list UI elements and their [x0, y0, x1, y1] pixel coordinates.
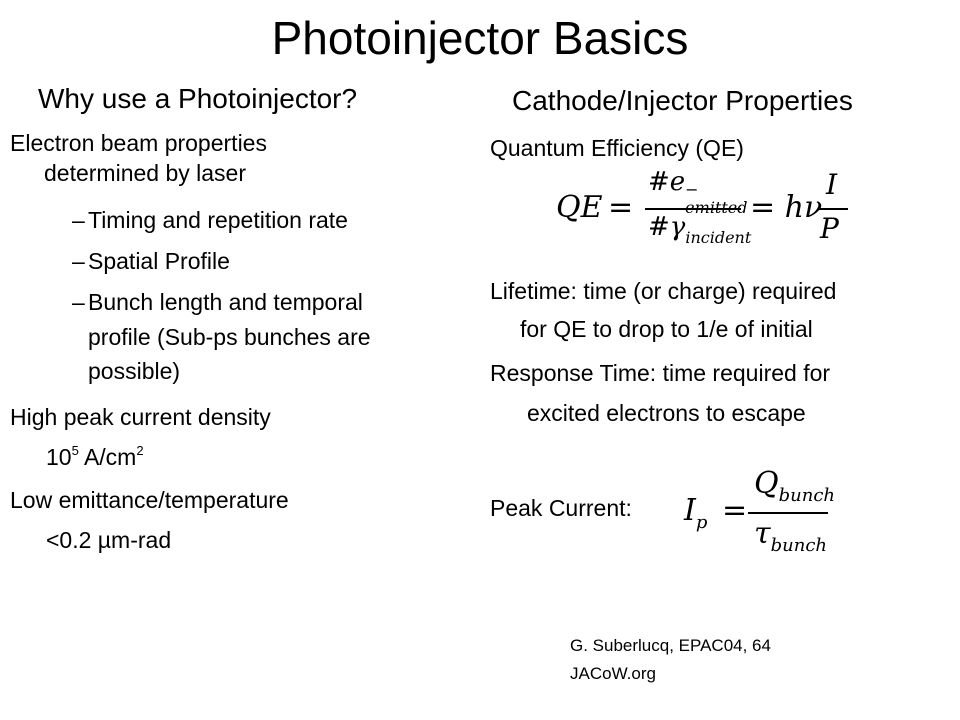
left-subitem-bunch-line3: possible) [88, 358, 181, 384]
left-item-peak-current-value [46, 442, 144, 472]
value-unit: A/cm [78, 444, 137, 470]
slide-title: Photoinjector Basics [271, 12, 689, 64]
qe-num-sub: emitted [685, 198, 748, 217]
qe-num-sup: − [685, 180, 699, 199]
dash-bullet: – [72, 207, 85, 233]
left-heading: Why use a Photoinjector? [38, 83, 358, 114]
value-base: 10 [46, 444, 72, 470]
left-subitem-bunch-line1: Bunch length and temporal [88, 289, 363, 315]
qe-fraction2-bar [818, 208, 848, 210]
qe-den-main: #γ [648, 212, 686, 242]
ip-numerator [754, 466, 835, 506]
qe-denominator [648, 212, 752, 247]
left-subitem-bunch-line2: profile (Sub-ps bunches are [88, 324, 371, 350]
qe-num-main: #e [648, 167, 686, 197]
lifetime-line1: Lifetime: time (or charge) required [490, 278, 837, 304]
left-item-electron-beam-line1: Electron beam properties [10, 130, 267, 156]
response-line1: Response Time: time required for [490, 360, 831, 386]
ip-fraction-bar [748, 512, 828, 514]
qe-frac2-den: P [820, 212, 839, 245]
left-item-emittance: Low emittance/temperature [10, 487, 289, 513]
citation-line2: JACoW.org [570, 664, 656, 683]
left-subitem-spatial: Spatial Profile [88, 248, 230, 274]
dash-bullet: – [72, 289, 85, 315]
value-exponent: 5 [71, 443, 79, 458]
qe-lhs: QE [556, 190, 603, 225]
dash-bullet: – [72, 248, 85, 274]
left-item-peak-current: High peak current density [10, 404, 271, 430]
ip-lhs [684, 493, 708, 533]
qe-equals: = [608, 190, 634, 225]
ip-sub: p [695, 512, 708, 533]
ip-num-main: Q [754, 466, 779, 501]
right-heading: Cathode/Injector Properties [512, 85, 853, 116]
peak-current-label: Peak Current: [490, 495, 632, 521]
qe-frac2-num: I [826, 168, 838, 201]
qe-fraction-bar [645, 208, 741, 210]
ip-den-main: τ [754, 516, 771, 551]
lifetime-line2: for QE to drop to 1/e of initial [520, 316, 813, 342]
ip-den-sub: bunch [770, 535, 827, 556]
response-line2: excited electrons to escape [527, 400, 806, 426]
qe-numerator [648, 167, 748, 217]
ip-num-sub: bunch [778, 485, 835, 506]
ip-denominator [754, 516, 827, 556]
ip-equals: = [722, 493, 748, 528]
ip-main: I [684, 493, 696, 528]
left-item-electron-beam-line2: determined by laser [44, 160, 246, 186]
unit-exponent: 2 [136, 443, 144, 458]
qe-label: Quantum Efficiency (QE) [490, 135, 744, 161]
left-subitem-timing: Timing and repetition rate [88, 207, 348, 233]
qe-den-sub: incident [685, 228, 752, 247]
left-item-emittance-value: <0.2 µm-rad [46, 527, 172, 553]
citation-line1: G. Suberlucq, EPAC04, 64 [570, 636, 771, 655]
qe-hnu: = hν [750, 190, 823, 225]
